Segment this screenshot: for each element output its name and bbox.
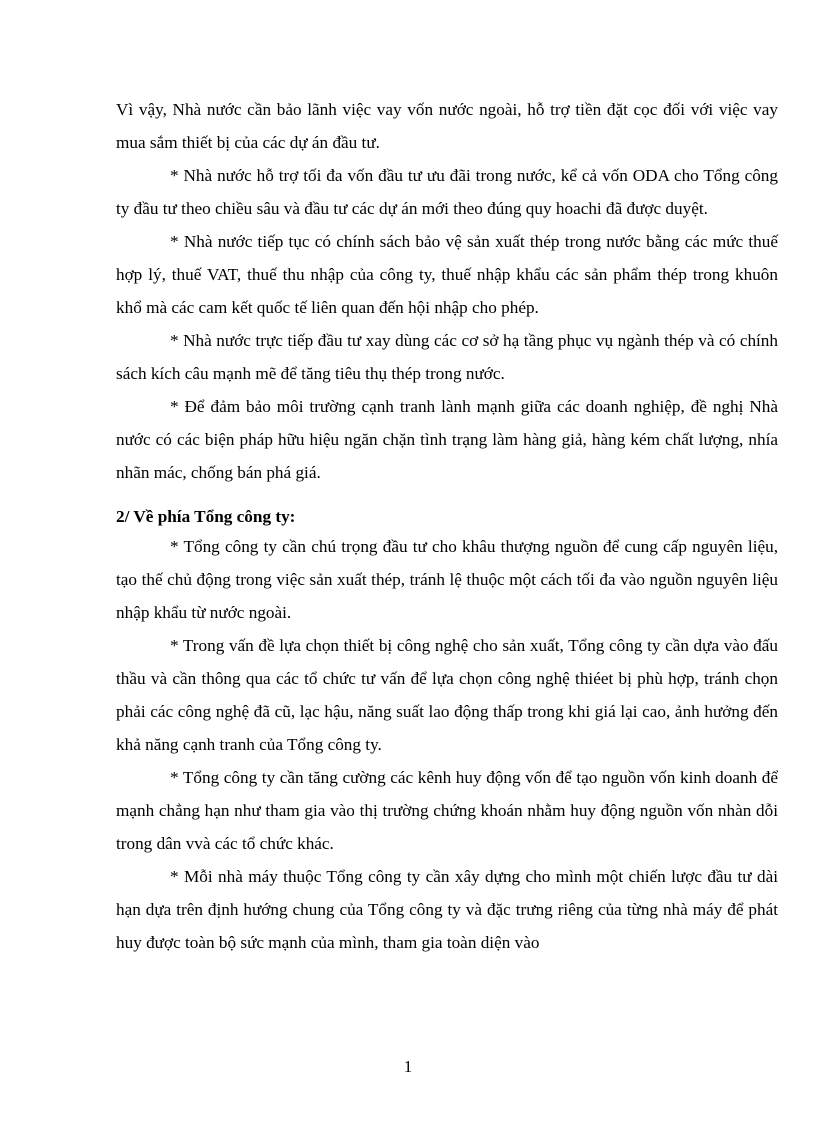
document-body xyxy=(116,93,778,959)
section-heading: 2/ Về phía Tổng công ty: xyxy=(116,507,296,526)
paragraph-state-infrastructure: * Nhà nước trực tiếp đầu tư xay dùng các cơ sở hạ tầng phục vụ ngành thép và có chính sách kích câu mạnh mẽ để tăng tiêu thụ thép trong nước. xyxy=(116,331,778,383)
paragraph-corp-strategy: * Mỗi nhà máy thuộc Tổng công ty cần xây dựng cho mình một chiến lược đầu tư dài hạn dựa trên định hướng chung của Tổng công ty và đặc trưng riêng của từng nhà máy để phát huy được toàn bộ sức mạnh của mình, tham gia toàn diện vào xyxy=(116,867,778,952)
paragraph-state-investment-support: * Nhà nước hỗ trợ tối đa vốn đầu tư ưu đãi trong nước, kể cả vốn ODA cho Tổng công ty đầu tư theo chiều sâu và đầu tư các dự án mới theo đúng quy hoachi đã được duyệt. xyxy=(116,166,778,218)
paragraph-corp-technology: * Trong vấn đề lựa chọn thiết bị công nghệ cho sản xuất, Tổng công ty cần dựa vào đấu thầu và cần thông qua các tổ chức tư vấn để lựa chọn công nghệ thiéet bị phù hợp, tránh chọn phải các công nghệ đã cũ, lạc hậu, năng suất lao động thấp trong khi giá lại cao, ảnh hưởng đến khả năng cạnh tranh của Tổng công ty. xyxy=(116,636,778,754)
paragraph-corp-capital: * Tổng công ty cần tăng cường các kênh huy động vốn để tạo nguồn vốn kinh doanh để mạnh chẳng hạn như tham gia vào thị trường chứng khoán nhằm huy động nguồn vốn nhàn dỗi trong dân vvà các tổ chức khác. xyxy=(116,768,778,853)
paragraph-state-fair-competition: * Để đảm bảo môi trường cạnh tranh lành mạnh giữa các doanh nghiệp, đề nghị Nhà nước có các biện pháp hữu hiệu ngăn chặn tình trạng làm hàng giả, hàng kém chất lượng, nhía nhãn mác, chống bán phá giá. xyxy=(116,397,778,482)
page-number: 1 xyxy=(403,1057,413,1076)
paragraph-state-tax-protection: * Nhà nước tiếp tục có chính sách bảo vệ sản xuất thép trong nước bằng các mức thuế hợp lý, thuế VAT, thuế thu nhập của công ty, thuế nhập khẩu các sản phẩm thép trong khuôn khổ mà các cam kết quốc tế liên quan đến hội nhập cho phép. xyxy=(116,232,778,317)
paragraph-corp-upstream: * Tổng công ty cần chú trọng đầu tư cho khâu thượng nguồn để cung cấp nguyên liệu, tạo thế chủ động trong việc sản xuất thép, tránh lệ thuộc một cách tối đa vào nguồn nguyên liệu nhập khẩu từ nước ngoài. xyxy=(116,537,778,622)
paragraph-intro: Vì vậy, Nhà nước cần bảo lãnh việc vay vốn nước ngoài, hỗ trợ tiền đặt cọc đối với việc vay mua sắm thiết bị của các dự án đầu tư. xyxy=(116,100,778,152)
